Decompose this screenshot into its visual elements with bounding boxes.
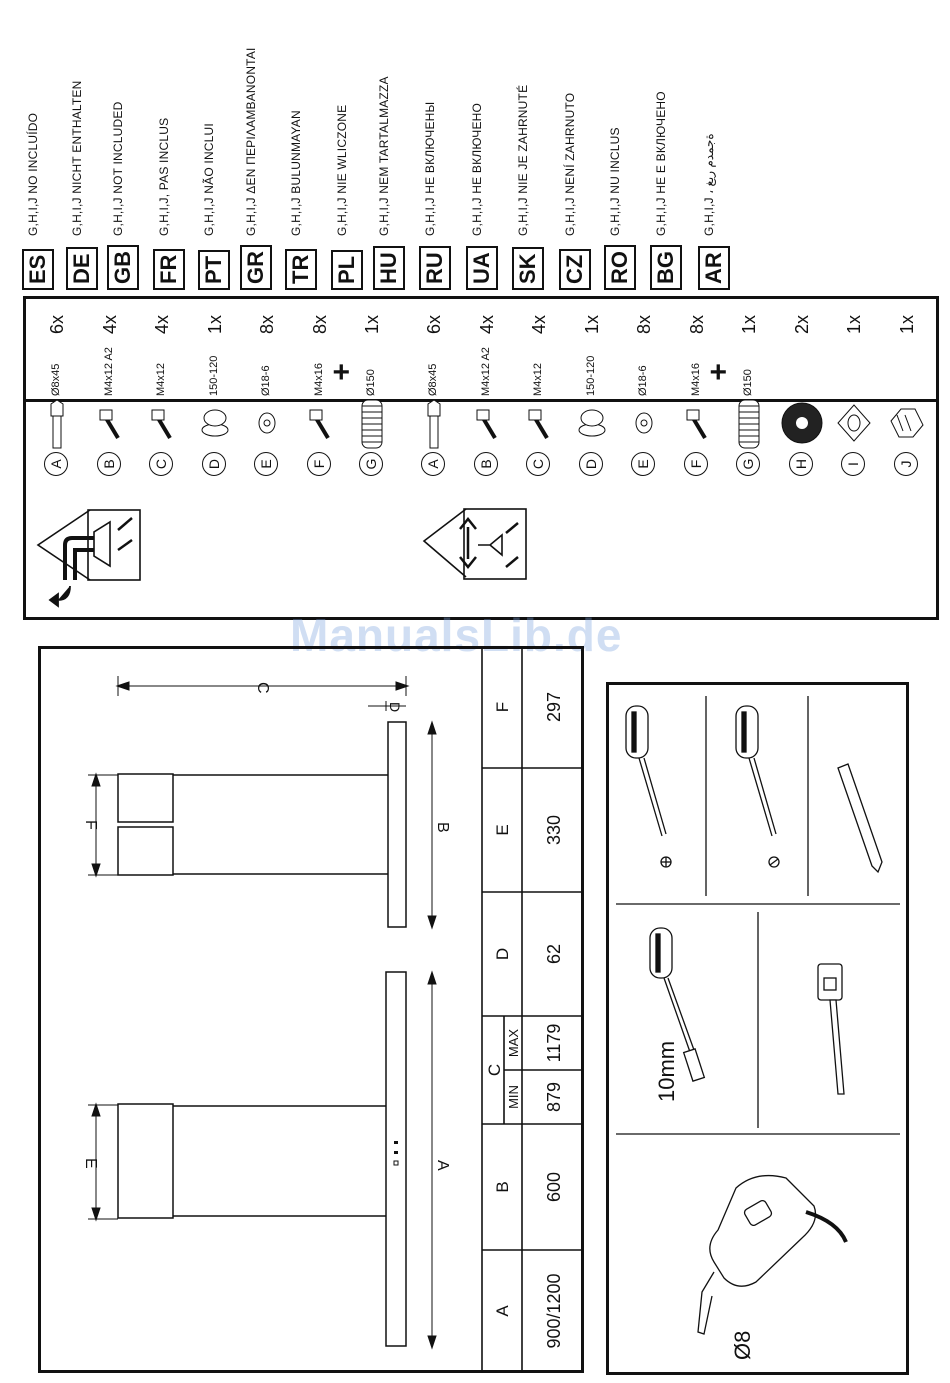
table-cell: 330: [544, 814, 564, 846]
part-c-icon: [139, 396, 185, 450]
lang-code: HU: [373, 246, 405, 290]
part-qty: 1x: [844, 314, 864, 334]
part-g-icon: [726, 396, 772, 450]
part-b-icon: [464, 396, 510, 450]
table-cell: D: [493, 947, 512, 961]
part-spec: Ø18-6: [260, 365, 272, 396]
part-b-icon: [87, 396, 133, 450]
lang-not-included-text: G,H,I,J ΔΕΝ ΠΕΡΙΛΑΜΒΑΝΟΝΤΑΙ: [244, 47, 258, 236]
tools-diagram: [606, 682, 909, 1375]
lang-not-included-text: G,H,I,J НЕ ВКЛЮЧЕНО: [470, 102, 484, 236]
part-d-icon: [192, 396, 238, 450]
table-cell: 900/1200: [544, 1273, 564, 1349]
table-cell: C: [485, 1063, 504, 1077]
part-letter: I: [841, 452, 865, 476]
part-letter: G: [359, 452, 383, 476]
drill-bit-label: Ø8: [730, 1330, 755, 1360]
lang-not-included-text: G,H,I,J НЕ ВКЛЮЧЕНЫ: [423, 101, 437, 236]
lang-code: RU: [419, 246, 451, 290]
part-qty: 4x: [99, 314, 120, 334]
part-letter: B: [474, 452, 498, 476]
lang-not-included-text: G,H,I,J NIE WLICZONE: [335, 104, 349, 236]
part-letter: C: [526, 452, 550, 476]
pencil-icon: [838, 764, 882, 872]
part-letter: F: [684, 452, 708, 476]
part-letter: C: [149, 452, 173, 476]
dim-label-b: B: [434, 822, 451, 833]
part-qty: 6x: [424, 314, 444, 334]
part-spec: 150-120: [584, 355, 597, 396]
plus-sign: +: [332, 356, 351, 389]
table-cell: 62: [544, 943, 564, 965]
part-e-icon: [621, 396, 667, 450]
part-qty: 8x: [257, 314, 277, 334]
part-spec: M4x12 A2: [479, 347, 492, 396]
part-letter: A: [421, 452, 445, 476]
part-spec: M4x12 A2: [102, 347, 115, 396]
lang-not-included-text: G,H,I,J NÃO INCLUI: [202, 123, 216, 236]
lang-not-included-text: G,H,I,J NOT INCLUDED: [111, 101, 125, 236]
lang-code: FR: [153, 249, 185, 290]
lang-not-included-text: G,H,I,J NU INCLUS: [608, 127, 622, 236]
part-c-icon: [516, 396, 562, 450]
part-d-icon: [569, 396, 615, 450]
part-j-icon: [884, 396, 930, 450]
part-letter: E: [631, 452, 655, 476]
part-spec: Ø8x45: [50, 363, 62, 396]
tape-measure-icon: [818, 964, 844, 1094]
part-letter: D: [202, 452, 226, 476]
lang-not-included-text: G,H,I,J NIE JE ZAHRNUTÉ: [516, 84, 530, 236]
table-cell: 600: [544, 1171, 564, 1203]
part-a-icon: [411, 396, 457, 450]
part-qty: 2x: [791, 314, 812, 334]
lang-code: GR: [240, 245, 272, 290]
part-spec: M4x16: [689, 362, 702, 396]
part-spec: Ø18-6: [637, 365, 649, 396]
part-f-icon: [674, 396, 720, 450]
lang-not-included-text: G,H,I,J NENÍ ZAHRNUTO: [563, 92, 577, 236]
part-qty: 4x: [529, 314, 549, 334]
lang-code: SK: [512, 247, 544, 290]
lang-code: GB: [107, 245, 139, 290]
table-cell: B: [493, 1181, 512, 1193]
part-qty: 8x: [686, 314, 707, 334]
table-cell: MAX: [506, 1028, 521, 1058]
part-letter: F: [307, 452, 331, 476]
part-letter: B: [97, 452, 121, 476]
lang-code: RO: [604, 245, 636, 290]
part-qty: 1x: [204, 314, 225, 334]
part-f-icon: [297, 396, 343, 450]
drill-icon: [698, 1176, 846, 1334]
part-e-icon: [244, 396, 290, 450]
flat-screwdriver-icon: [736, 706, 779, 867]
dimension-table: [480, 646, 584, 1373]
part-letter: E: [254, 452, 278, 476]
part-letter: J: [894, 452, 918, 476]
lang-not-included-text: G,H,I,J ، ةجمدم ريغ: [702, 133, 716, 236]
lang-not-included-text: G,H,I,J NO INCLUÍDO: [26, 112, 40, 236]
part-qty: 1x: [581, 314, 602, 334]
part-qty: 8x: [309, 314, 330, 334]
part-qty: 1x: [739, 314, 759, 334]
watermark: ManualsLib.de: [290, 609, 623, 661]
table-cell: 879: [544, 1081, 564, 1113]
extraction-outlet-icon: [30, 500, 145, 612]
lang-code: CZ: [559, 249, 591, 290]
part-h-icon: [779, 396, 825, 450]
part-letter: D: [579, 452, 603, 476]
table-cell: 297: [544, 691, 564, 723]
part-qty: 4x: [476, 314, 497, 334]
lang-code: PL: [331, 250, 363, 290]
part-qty: 6x: [47, 314, 67, 334]
part-spec: M4x16: [312, 362, 325, 396]
recirculation-icon: [420, 505, 530, 585]
dim-label-a: A: [434, 1160, 451, 1171]
table-cell: A: [493, 1305, 512, 1317]
lang-code: BG: [650, 245, 682, 290]
lang-not-included-text: G,H,I,J НЕ Е ВКЛЮЧЕНО: [654, 91, 668, 236]
lang-code: DE: [66, 247, 98, 290]
phillips-screwdriver-icon: [626, 706, 671, 867]
table-cell: MIN: [506, 1085, 521, 1109]
part-qty: 4x: [152, 314, 172, 334]
lang-code: PT: [198, 250, 230, 290]
table-cell: E: [493, 824, 512, 836]
lang-not-included-text: G,H,I,J, PAS INCLUS: [157, 117, 171, 236]
dim-label-e: E: [82, 1158, 99, 1169]
lang-code: ES: [22, 249, 54, 290]
part-qty: 8x: [634, 314, 654, 334]
lang-not-included-text: G,H,I,J NEM TARTALMAZZA: [377, 76, 391, 236]
wrench-size-label: 10mm: [654, 1040, 679, 1102]
part-letter: H: [789, 452, 813, 476]
part-letter: G: [736, 452, 760, 476]
table-cell: 1179: [544, 1023, 564, 1063]
dim-label-d: D: [387, 702, 403, 713]
part-spec: M4x12: [532, 362, 544, 396]
part-qty: 1x: [362, 314, 382, 334]
dim-label-c: C: [254, 682, 271, 694]
part-spec: M4x12: [155, 362, 167, 396]
dim-label-f: F: [82, 820, 99, 830]
part-spec: 150-120: [207, 355, 220, 396]
part-spec: Ø8x45: [427, 363, 439, 396]
part-spec: Ø150: [742, 369, 754, 396]
part-i-icon: [831, 396, 877, 450]
part-a-icon: [34, 396, 80, 450]
lang-code: AR: [698, 246, 730, 290]
lang-not-included-text: G,H,I,J BULUNMAYAN: [289, 110, 303, 236]
lang-not-included-text: G,H,I,J NICHT ENTHALTEN: [70, 80, 84, 236]
part-spec: Ø150: [365, 369, 377, 396]
plus-sign: +: [709, 356, 728, 389]
part-qty: 1x: [896, 314, 917, 334]
hood-canopy-b: [388, 722, 406, 927]
table-cell: F: [493, 701, 512, 713]
hood-canopy-a: [386, 972, 406, 1346]
lang-code: TR: [285, 249, 317, 290]
lang-code: UA: [466, 246, 498, 290]
chimney-b: [118, 774, 173, 822]
chimney-a: [118, 1104, 173, 1218]
part-g-icon: [349, 396, 395, 450]
part-letter: A: [44, 452, 68, 476]
